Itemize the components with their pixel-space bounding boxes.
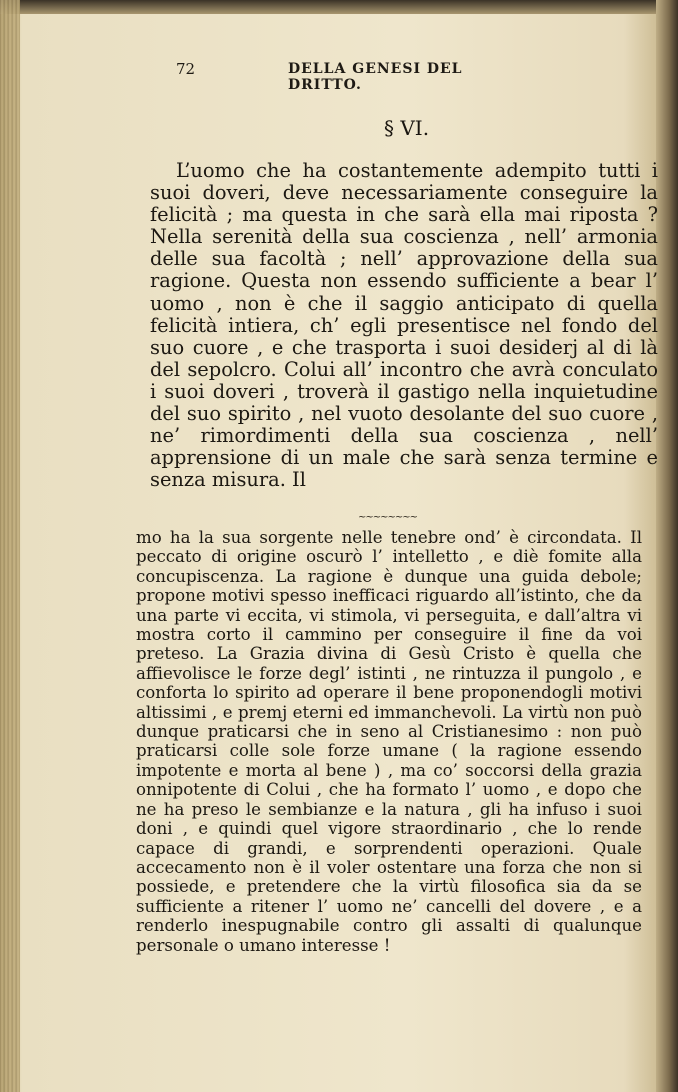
main-paragraph: L’uomo che ha costantemente adempito tutti i suoi doveri, deve necessariamente conseguire la felicità ; ma questa in che sarà ella mai riposta ? Nella serenità della sua coscienza , nell’ armonia delle sua facoltà ; nell’ approvazione della sua ragione. Questa non essendo sufficiente a bear l’ uomo , non è che il saggio anticipato di quella felicità intiera, ch’ egli presentisce nel fondo del suo cuore , e che trasporta i suoi desiderj al di là del sepolcro. Colui all’ incontro che avrà conculato i suoi doveri , troverà il gastigo nella inquietudine del suo spirito , nel vuoto desolante del suo cuore , ne’ rimordimenti della sua coscienza , nell’ apprensione di un male che sarà senza termine e senza misura. Il (150, 159, 658, 492)
page-number: 72 (176, 60, 196, 78)
footnote (136, 528, 642, 955)
footnote-paragraph: mo ha la sua sorgente nelle tenebre ond’ è circondata. Il peccato di origine oscurò l’ intelletto , e diè fomite alla concupiscenza. La ragione è dunque una guida debole; propone motivi spesso inefficaci riguardo all’istinto, che da una parte vi eccita, vi stimola, vi perseguita, e dall’altra vi mostra corto il cammino per conseguire il fine da voi preteso. La Grazia divina di Gesù Cristo è quella che affievolisce le forze degl’ istinti , ne rintuzza il pungolo , e conforta lo spirito ad operare il bene proponendogli motivi altissimi , e premj eterni ed immanchevoli. La virtù non può dunque praticarsi che in seno al Cristianesimo : non può praticarsi colle sole forze umane ( la ragione essendo impotente e morta al bene ) , ma co’ soccorsi della grazia onnipotente di Colui , che ha formato l’ uomo , e dopo che ne ha preso le sembianze e la natura , gli ha infuso i suoi doni , e quindi quel vigore straordinario , che lo rende capace di grandi, e sorprendenti operazioni. Quale accecamento non è il voler ostentare una forza che non si possiede, e pretendere che la virtù filosofica sia da se sufficiente a ritener l’ uomo ne’ cancelli del dovere , e a renderlo inespugnabile contro gli assalti di qualunque personale o umano interesse ! (136, 528, 642, 955)
page-fore-edge (656, 0, 678, 1092)
footnote-ornament: ~~~~~~~~ (358, 512, 418, 523)
running-title: DELLA GENESI DEL DRITTO. (288, 61, 463, 93)
page-top-edge (0, 0, 678, 14)
page-gutter-edge (0, 0, 20, 1092)
page-header (176, 60, 536, 93)
section-heading: § VI. (384, 116, 430, 140)
main-text (150, 160, 658, 491)
